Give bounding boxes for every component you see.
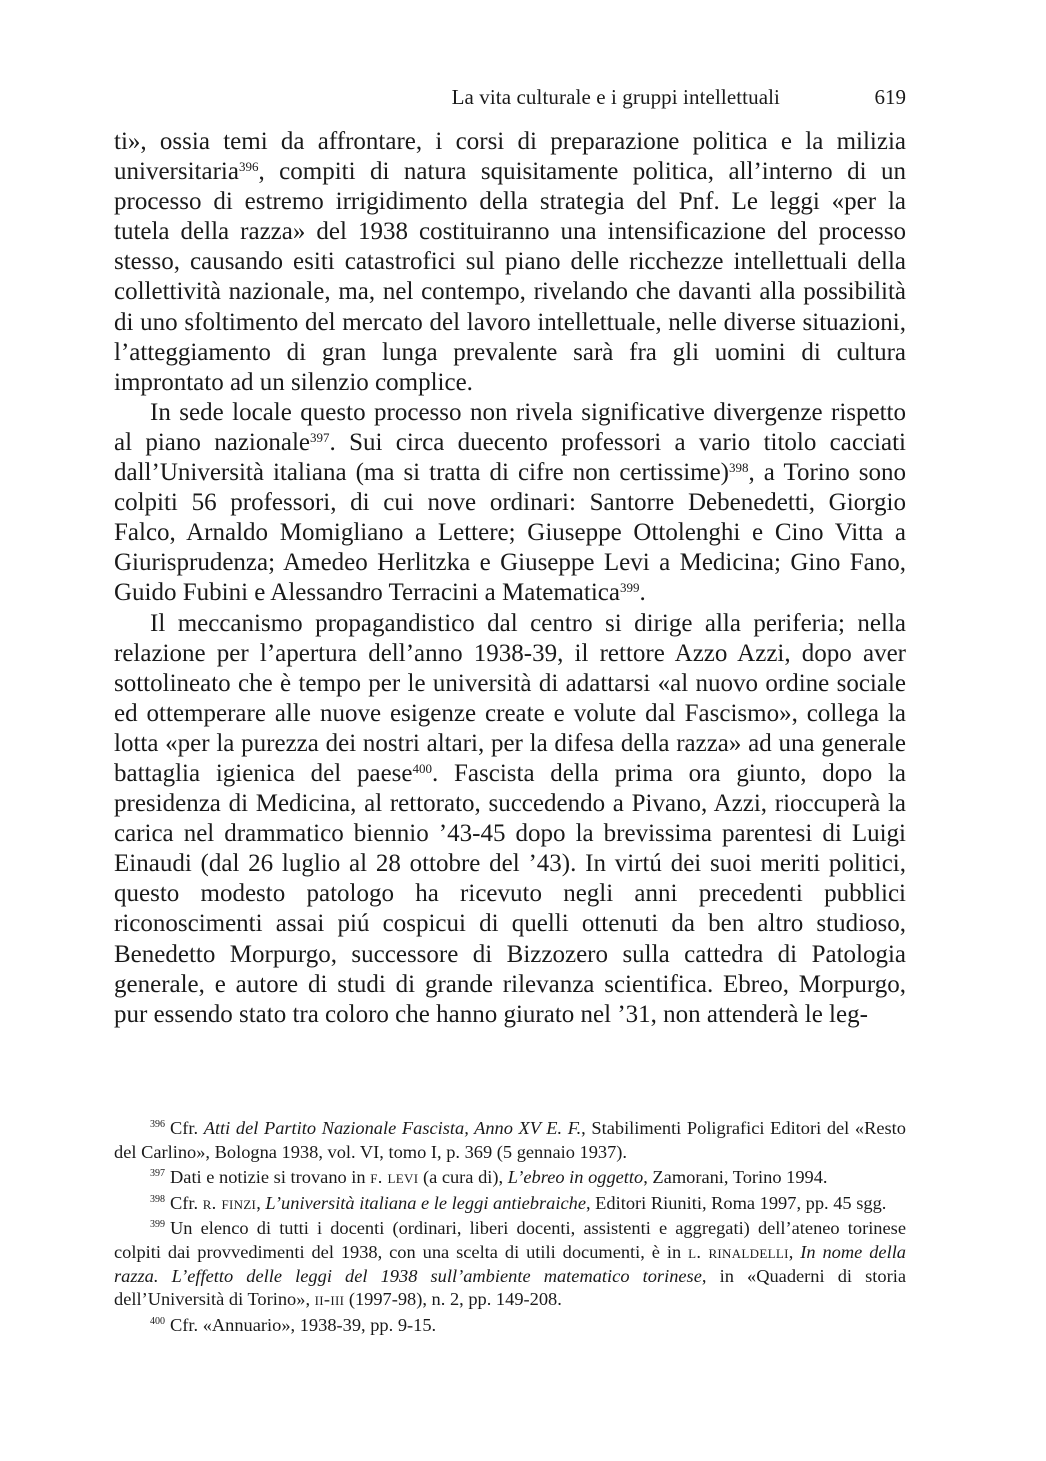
- paragraph-3-text-a: Il meccanismo propagandistico dal centro si dirige alla periferia; nella relazione per l’apertura dell’anno 1938-39, il rettore Azzo Azzi, dopo aver sottolineato che è tempo per le università di adattarsi «al nuovo ordine sociale ed ottemperare alle nuove esigenze create e volute dal Fascismo», collega la lotta «per la purezza dei nostri altari, per la difesa della razza» ad una generale battaglia igienica del paese: [114, 609, 906, 787]
- footnote-title: In nome della razza. L’effetto delle leggi del 1938 sull’ambiente matematico torinese: [114, 1241, 906, 1286]
- footnote-number: 398: [150, 1193, 165, 1205]
- footnote-text: , Editori Riuniti, Roma 1997, pp. 45 sgg.: [585, 1192, 887, 1213]
- paragraph-2-text-d: .: [639, 579, 646, 607]
- footnote-400: [114, 1314, 906, 1338]
- footnote-number: 400: [150, 1315, 165, 1327]
- footnote-text: Cfr.: [170, 1192, 203, 1213]
- footnote-text: ,: [256, 1192, 266, 1213]
- paragraph-2-text-b: . Sui circa duecento professori a vario titolo cacciati dall’Università italiana (ma si tratta di cifre non certissime): [114, 428, 906, 487]
- paragraph-3-text-b: . Fascista della prima ora giunto, dopo la presidenza di Medicina, al rettorato, succedendo a Pivano, Azzi, rioccuperà la carica nel drammatico biennio ’43-45 dopo la brevissima parentesi di Luigi Einaudi (dal 26 luglio al 28 ottobre del ’43). In virtú dei suoi meriti politici, questo modesto patologo ha ricevuto negli anni precedenti pubblici riconoscimenti assai piú cospicui di quelli ottenuti da ben altro studioso, Benedetto Morpurgo, successore di Bizzozero sulla cattedra di Patologia generale, e autore di studi di grande rilevanza scientifica. Ebreo, Morpurgo, pur essendo stato tra coloro che hanno giurato nel ’31, non attenderà le leg-: [114, 759, 907, 1028]
- main-text: [114, 127, 906, 1030]
- footnote-396: [114, 1117, 906, 1164]
- running-title: La vita culturale e i gruppi intellettuali: [451, 85, 780, 109]
- footnote-text: , Stabilimenti Poligrafici Editori del «Resto del Carlino», Bologna 1938, vol. VI, tomo I, p. 369 (5 gennaio 1937).: [114, 1118, 906, 1162]
- footnote-397: [114, 1166, 906, 1190]
- page-number: 619: [874, 85, 906, 109]
- footnote-text: Un elenco di tutti i docenti (ordinari, liberi docenti, assistenti e aggregati) dell’ateneo torinese colpiti dai provvedimenti del 1938, con una scelta di utili documenti, è in: [114, 1218, 906, 1262]
- footnote-ref-396[interactable]: 396: [238, 159, 259, 175]
- footnote-text: , in «Quaderni di storia dell’Università di Torino»,: [114, 1265, 906, 1310]
- footnote-title: Atti del Partito Nazionale Fascista, Anno XV E. F.: [203, 1118, 582, 1138]
- footnote-ref-398[interactable]: 398: [729, 460, 749, 476]
- footnote-ref-399[interactable]: 399: [619, 580, 640, 596]
- footnote-title: L’università italiana e le leggi antiebraiche: [265, 1192, 586, 1213]
- footnote-author: f. levi: [370, 1167, 419, 1188]
- paragraph-2: [114, 398, 906, 609]
- footnote-volume: ii-iii: [314, 1289, 345, 1310]
- footnote-number: 397: [150, 1168, 165, 1180]
- footnote-text: Cfr.: [170, 1118, 204, 1138]
- running-head: [114, 82, 906, 112]
- footnote-author: l. rinaldelli: [688, 1241, 789, 1262]
- footnote-text: Dati e notizie si trovano in: [170, 1167, 371, 1188]
- paragraph-1-text-b: , compiti di natura squisitamente politica, all’interno di un processo di estremo irrigidimento della strategia del Pnf. Le leggi «per la tutela della razza» del 1938 costituiranno una intensificazione del processo stesso, causando esiti catastrofici sul piano delle ricchezze intellettuali della collettività nazionale, ma, nel contempo, rivelando che davanti alla possibilità di uno sfoltimento del mercato del lavoro intellettuale, nelle diverse situazioni, l’atteggiamento di gran lunga prevalente sarà fra gli uomini di cultura improntato ad un silenzio complice.: [114, 158, 906, 396]
- paragraph-3: [114, 609, 906, 1030]
- footnote-text: Cfr. «Annuario», 1938-39, pp. 9-15.: [170, 1314, 437, 1335]
- footnote-title: L’ebreo in oggetto: [507, 1167, 644, 1188]
- footnote-398: [114, 1192, 906, 1216]
- footnotes: [114, 1117, 906, 1339]
- footnote-text: (1997-98), n. 2, pp. 149-208.: [344, 1289, 562, 1310]
- footnote-number: 399: [150, 1219, 165, 1231]
- paragraph-1-text-a: ti», ossia temi da affrontare, i corsi di preparazione politica e la milizia universitaria: [114, 128, 906, 186]
- footnote-text: (a cura di),: [418, 1167, 508, 1188]
- footnote-text: ,: [788, 1241, 801, 1262]
- footnote-number: 396: [150, 1119, 165, 1130]
- footnote-ref-397[interactable]: 397: [310, 429, 330, 445]
- paragraph-1: [114, 127, 906, 398]
- footnote-author: r. finzi: [202, 1192, 257, 1213]
- paragraph-2-text-a: In sede locale questo processo non rivela significative divergenze rispetto al piano nazionale: [114, 398, 906, 456]
- footnote-text: , Zamorani, Torino 1994.: [643, 1167, 828, 1188]
- footnote-399: [114, 1217, 906, 1311]
- footnote-ref-400[interactable]: 400: [412, 760, 432, 776]
- paragraph-2-text-c: , a Torino sono colpiti 56 professori, di cui nove ordinari: Santorre Debenedetti, Giorgio Falco, Arnaldo Momigliano a Lettere; Giuseppe Ottolenghi e Cino Vitta a Giurisprudenza; Amedeo Herlitzka e Giuseppe Levi a Medicina; Gino Fano, Guido Fubini e Alessandro Terracini a Matematica: [114, 459, 906, 607]
